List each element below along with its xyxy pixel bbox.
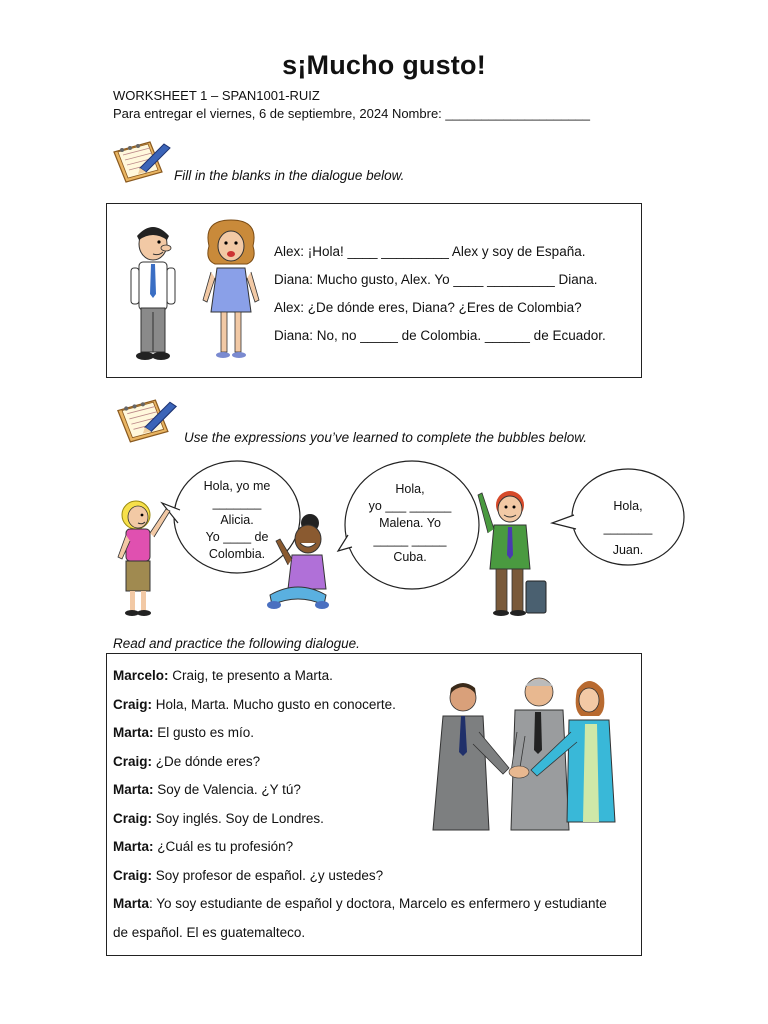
speaker: Marta: [113,839,154,854]
bubble3-text [588,495,668,561]
dialogue-line [113,896,633,925]
speaker: Marta: [113,782,154,797]
bubble1-line: Yo ____ de [205,530,269,544]
diana-cartoon-image [199,216,263,362]
speaker: Craig: [113,753,153,769]
line-text: Soy profesor de español. ¿y ustedes? [152,867,384,883]
bubble2-line: Cuba. [393,550,427,564]
speaker: Marta: [113,725,154,740]
dialogue-line [113,925,633,954]
line-text: Soy inglés. Soy de Londres. [152,810,324,826]
line-text: ¿De dónde eres? [152,753,261,769]
worksheet-label: WORKSHEET 1 – SPAN1001-RUIZ [113,88,320,103]
due-date-name-line: Para entregar el viernes, 6 de septiembre, 2024 Nombre: ____________________ [113,106,591,121]
practice-dialogue-box [106,653,642,956]
line-text: : Yo soy estudiante de español y doctora, Marcelo es enfermero y estudiante [149,896,607,911]
bubble2-line: yo ___ ______ [368,499,452,513]
alex-cartoon-image [123,222,183,362]
line-text: Soy de Valencia. ¿Y tú? [153,782,301,797]
bubble3-line: _______ [603,521,653,535]
dialogue-fill-box [106,203,642,378]
bubble3-line: Juan. [612,543,644,557]
business-handshake-image [427,672,627,832]
bubble2-text [360,481,460,566]
dialogue-line [113,839,633,868]
dialogue-line-4: Diana: No, no _____ de Colombia. ______ de Ecuador. [274,328,606,343]
juan-cartoon-image [476,485,552,621]
bubble2-line: Hola, [395,482,425,496]
notepad-pencil-icon [110,138,172,186]
dialogue-line [113,868,633,897]
notepad-pencil-icon [110,396,182,446]
page-title: s¡Mucho gusto! [282,50,486,80]
bubble1-line: _______ [212,496,262,510]
speaker: Craig: [113,867,153,883]
speech-bubbles-area [110,455,690,625]
dialogue-line-3: Alex: ¿De dónde eres, Diana? ¿Eres de Colombia? [274,300,582,315]
section2-instruction: Use the expressions you’ve learned to complete the bubbles below. [184,430,587,445]
speaker: Marta [113,896,150,911]
line-text: ¿Cuál es tu profesión? [153,839,294,854]
dialogue-line-2: Diana: Mucho gusto, Alex. Yo ____ _________ Diana. [274,272,598,287]
bubble1-line: Alicia. [220,513,254,527]
speaker: Craig: [113,696,153,712]
bubble1-line: Colombia. [208,547,266,561]
line-text: Craig, te presento a Marta. [168,668,333,683]
dialogue-line-1: Alex: ¡Hola! ____ _________ Alex y soy de España. [274,244,586,259]
alicia-cartoon-image [112,495,178,619]
section1-instruction: Fill in the blanks in the dialogue below. [174,168,405,183]
bubble2-line: _____ _____ [373,533,447,547]
bubble2-line: Malena. Yo [379,516,441,530]
bubble3-line: Hola, [613,499,643,513]
section3-instruction: Read and practice the following dialogue. [113,636,360,651]
bubble1-text [187,478,287,563]
speaker: Craig: [113,810,153,826]
line-text: Hola, Marta. Mucho gusto en conocerte. [152,696,396,712]
bubble1-line: Hola, yo me [203,479,271,493]
line-text: de español. El es guatemalteco. [113,924,306,940]
line-text: El gusto es mío. [153,725,255,740]
speaker: Marcelo: [113,668,169,683]
